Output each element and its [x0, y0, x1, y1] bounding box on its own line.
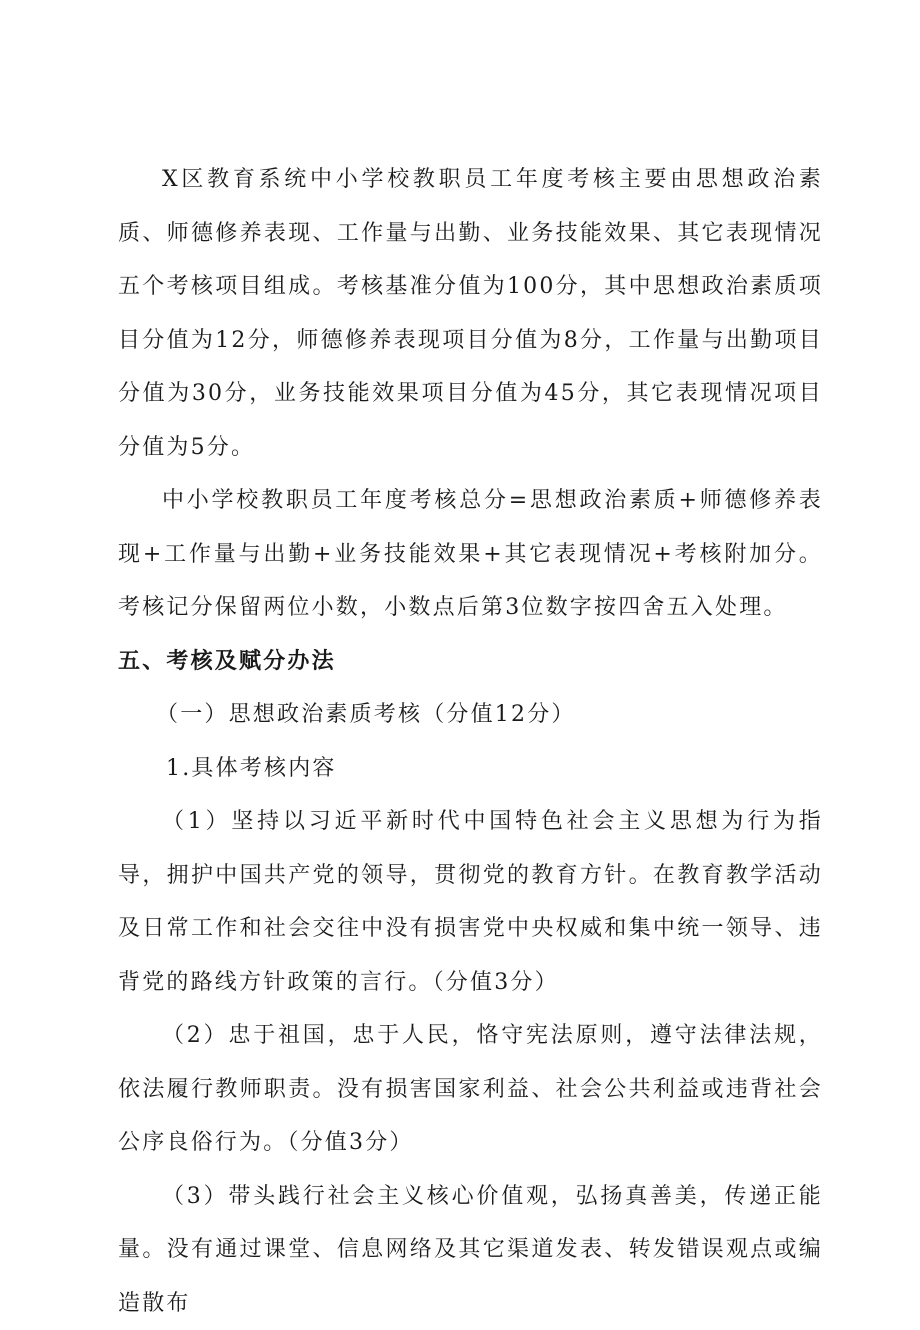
- paragraph-total-score-formula: 中小学校教职员工年度考核总分=思想政治素质+师德修养表现+工作量与出勤+业务技能效果+其它表现情况+考核附加分。考核记分保留两位小数，小数点后第3位数字按四舍五入处理。: [118, 474, 823, 635]
- document-body: [118, 153, 823, 1330]
- section-heading-assessment-methods: 五、考核及赋分办法: [118, 635, 823, 689]
- paragraph-item-3: （3）带头践行社会主义核心价值观，弘扬真善美，传递正能量。没有通过课堂、信息网络及其它渠道发表、转发错误观点或编造散布: [118, 1170, 823, 1330]
- paragraph-assessment-composition: X区教育系统中小学校教职员工年度考核主要由思想政治素质、师德修养表现、工作量与出勤、业务技能效果、其它表现情况五个考核项目组成。考核基准分值为100分，其中思想政治素质项目分值为12分，师德修养表现项目分值为8分，工作量与出勤项目分值为30分，业务技能效果项目分值为45分，其它表现情况项目分值为5分。: [118, 153, 823, 474]
- subsection-heading-political-quality: （一）思想政治素质考核（分值12分）: [118, 688, 823, 742]
- item-heading-specific-content: 1.具体考核内容: [118, 742, 823, 796]
- paragraph-item-2: （2）忠于祖国，忠于人民，恪守宪法原则，遵守法律法规，依法履行教师职责。没有损害国家利益、社会公共利益或违背社会公序良俗行为。（分值3分）: [118, 1009, 823, 1170]
- paragraph-item-1: （1）坚持以习近平新时代中国特色社会主义思想为行为指导，拥护中国共产党的领导，贯彻党的教育方针。在教育教学活动及日常工作和社会交往中没有损害党中央权威和集中统一领导、违背党的路线方针政策的言行。（分值3分）: [118, 795, 823, 1009]
